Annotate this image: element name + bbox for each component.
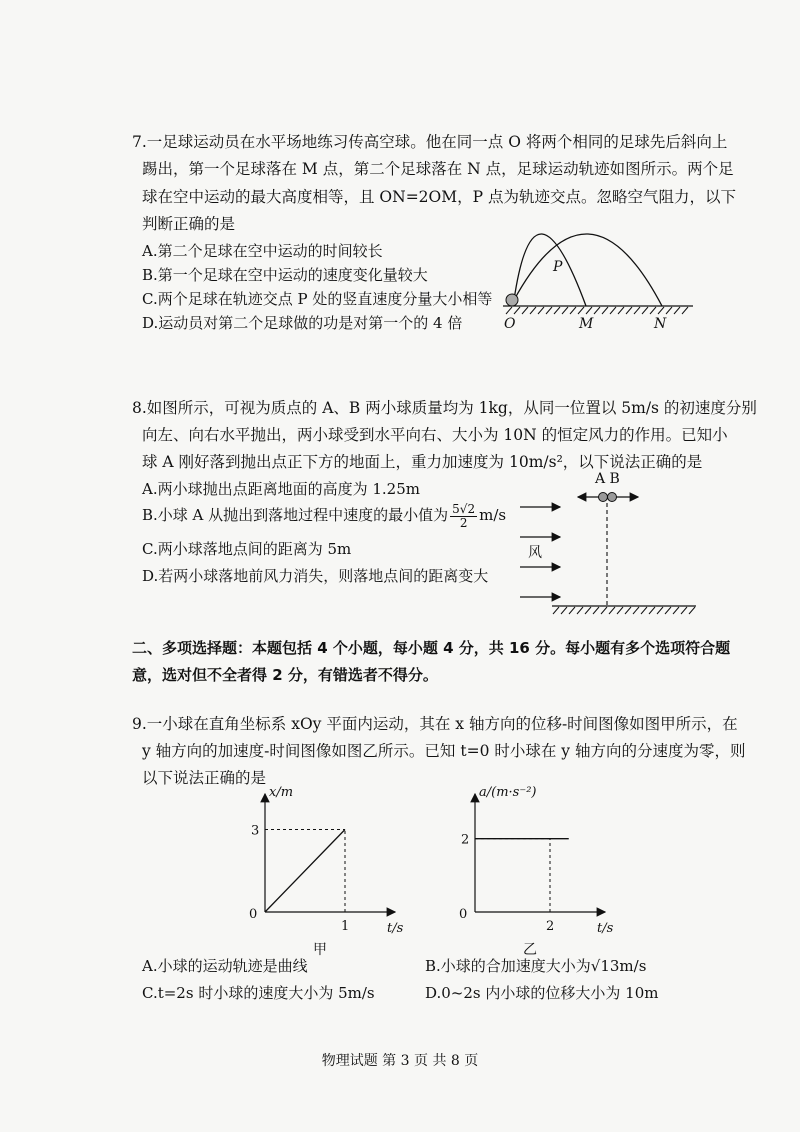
- y-axis-label: a/(m·s⁻²): [479, 785, 537, 800]
- q8-option-c: C.两小球落地点间的距离为 5m: [142, 540, 352, 558]
- ball-a: [599, 493, 608, 502]
- label-o: O: [504, 316, 516, 332]
- chart-caption: 乙: [523, 942, 537, 958]
- chart-jia: [240, 785, 420, 960]
- q9-option-a: A.小球的运动轨迹是曲线: [142, 957, 308, 975]
- x-tick-label: 2: [546, 919, 555, 934]
- section2-line-2: 意，选对但不全者得 2 分，有错选者不得分。: [132, 666, 438, 684]
- y-axis-label: x/m: [269, 785, 294, 800]
- page-footer: 物理试题 第 3 页 共 8 页: [321, 1053, 479, 1069]
- x-tick-label: 0: [249, 907, 258, 922]
- q8-line-3: 球 A 刚好落到抛出点正下方的地面上，重力加速度为 10m/s²，以下说法正确的是: [142, 453, 703, 471]
- label-m: M: [579, 316, 594, 332]
- section2-line-1: 二、多项选择题：本题包括 4 个小题，每小题 4 分，共 16 分。每小题有多个选项符合题: [132, 639, 731, 657]
- q8-option-b: [142, 498, 506, 532]
- x-axis-label: t/s: [387, 921, 404, 936]
- q9-line-1: 9.一小球在直角坐标系 xOy 平面内运动，其在 x 轴方向的位移-时间图像如图甲所示，在: [132, 715, 738, 733]
- label-n: N: [654, 316, 667, 332]
- chart-yi: [450, 785, 630, 960]
- q7-option-b: B.第一个足球在空中运动的速度变化量较大: [142, 266, 428, 284]
- q9-line-2: y 轴方向的加速度-时间图像如图乙所示。已知 t=0 时小球在 y 轴方向的分速度为零，则: [142, 742, 746, 760]
- q7-line-2: 踢出，第一个足球落在 M 点，第二个足球落在 N 点，足球运动轨迹如图所示。两个足: [142, 160, 734, 178]
- q7-trajectory-figure: [498, 225, 698, 335]
- q9-line-3: 以下说法正确的是: [142, 769, 267, 787]
- q8-line-1: 8.如图所示，可视为质点的 A、B 两小球质量均为 1kg，从同一位置以 5m/s 的初速度分别: [132, 399, 757, 417]
- football: [506, 294, 518, 306]
- q7-line-1: 7.一足球运动员在水平场地练习传高空球。他在同一点 O 将两个相同的足球先后斜向上: [132, 133, 728, 151]
- q8-option-b-fraction: $\frac{5√2}{2}$: [452, 501, 476, 530]
- q7-option-d: D.运动员对第二个足球做的功是对第一个的 4 倍: [142, 314, 463, 332]
- q9-option-d: D.0~2s 内小球的位移大小为 10m: [425, 984, 659, 1002]
- trajectory-second-ball: [514, 234, 662, 306]
- q8-option-b-text: B.小球 A 从抛出到落地过程中速度的最小值为: [142, 506, 449, 524]
- q8-option-b-unit: m/s: [479, 506, 507, 524]
- chart-caption: 甲: [313, 942, 327, 958]
- q7-option-a: A.第二个足球在空中运动的时间较长: [142, 242, 383, 260]
- label-p: P: [553, 259, 563, 275]
- x-axis-label: t/s: [597, 921, 614, 936]
- label-ab: A B: [595, 471, 620, 487]
- q7-line-4: 判断正确的是: [142, 215, 236, 233]
- data-line: [265, 830, 345, 913]
- ball-b: [608, 493, 617, 502]
- y-tick-label: 2: [461, 832, 470, 848]
- x-tick-label: 1: [341, 919, 350, 934]
- q9-option-c: C.t=2s 时小球的速度大小为 5m/s: [142, 984, 375, 1002]
- q9-option-b: B.小球的合加速度大小为√13m/s: [425, 957, 647, 975]
- q7-option-c: C.两个足球在轨迹交点 P 处的竖直速度分量大小相等: [142, 290, 493, 308]
- q8-wind-figure: [520, 465, 700, 615]
- y-tick-label: 3: [251, 823, 260, 839]
- q8-option-a: A.两小球抛出点距离地面的高度为 1.25m: [142, 480, 420, 498]
- label-wind: 风: [528, 545, 542, 561]
- q8-line-2: 向左、向右水平抛出，两小球受到水平向右、大小为 10N 的恒定风力的作用。已知小: [142, 426, 728, 444]
- q7-line-3: 球在空中运动的最大高度相等，且 ON=2OM，P 点为轨迹交点。忽略空气阻力，以下: [142, 188, 736, 206]
- q8-option-d: D.若两小球落地前风力消失，则落地点间的距离变大: [142, 567, 489, 585]
- x-tick-label: 0: [459, 907, 468, 922]
- trajectory-first-ball: [514, 234, 586, 306]
